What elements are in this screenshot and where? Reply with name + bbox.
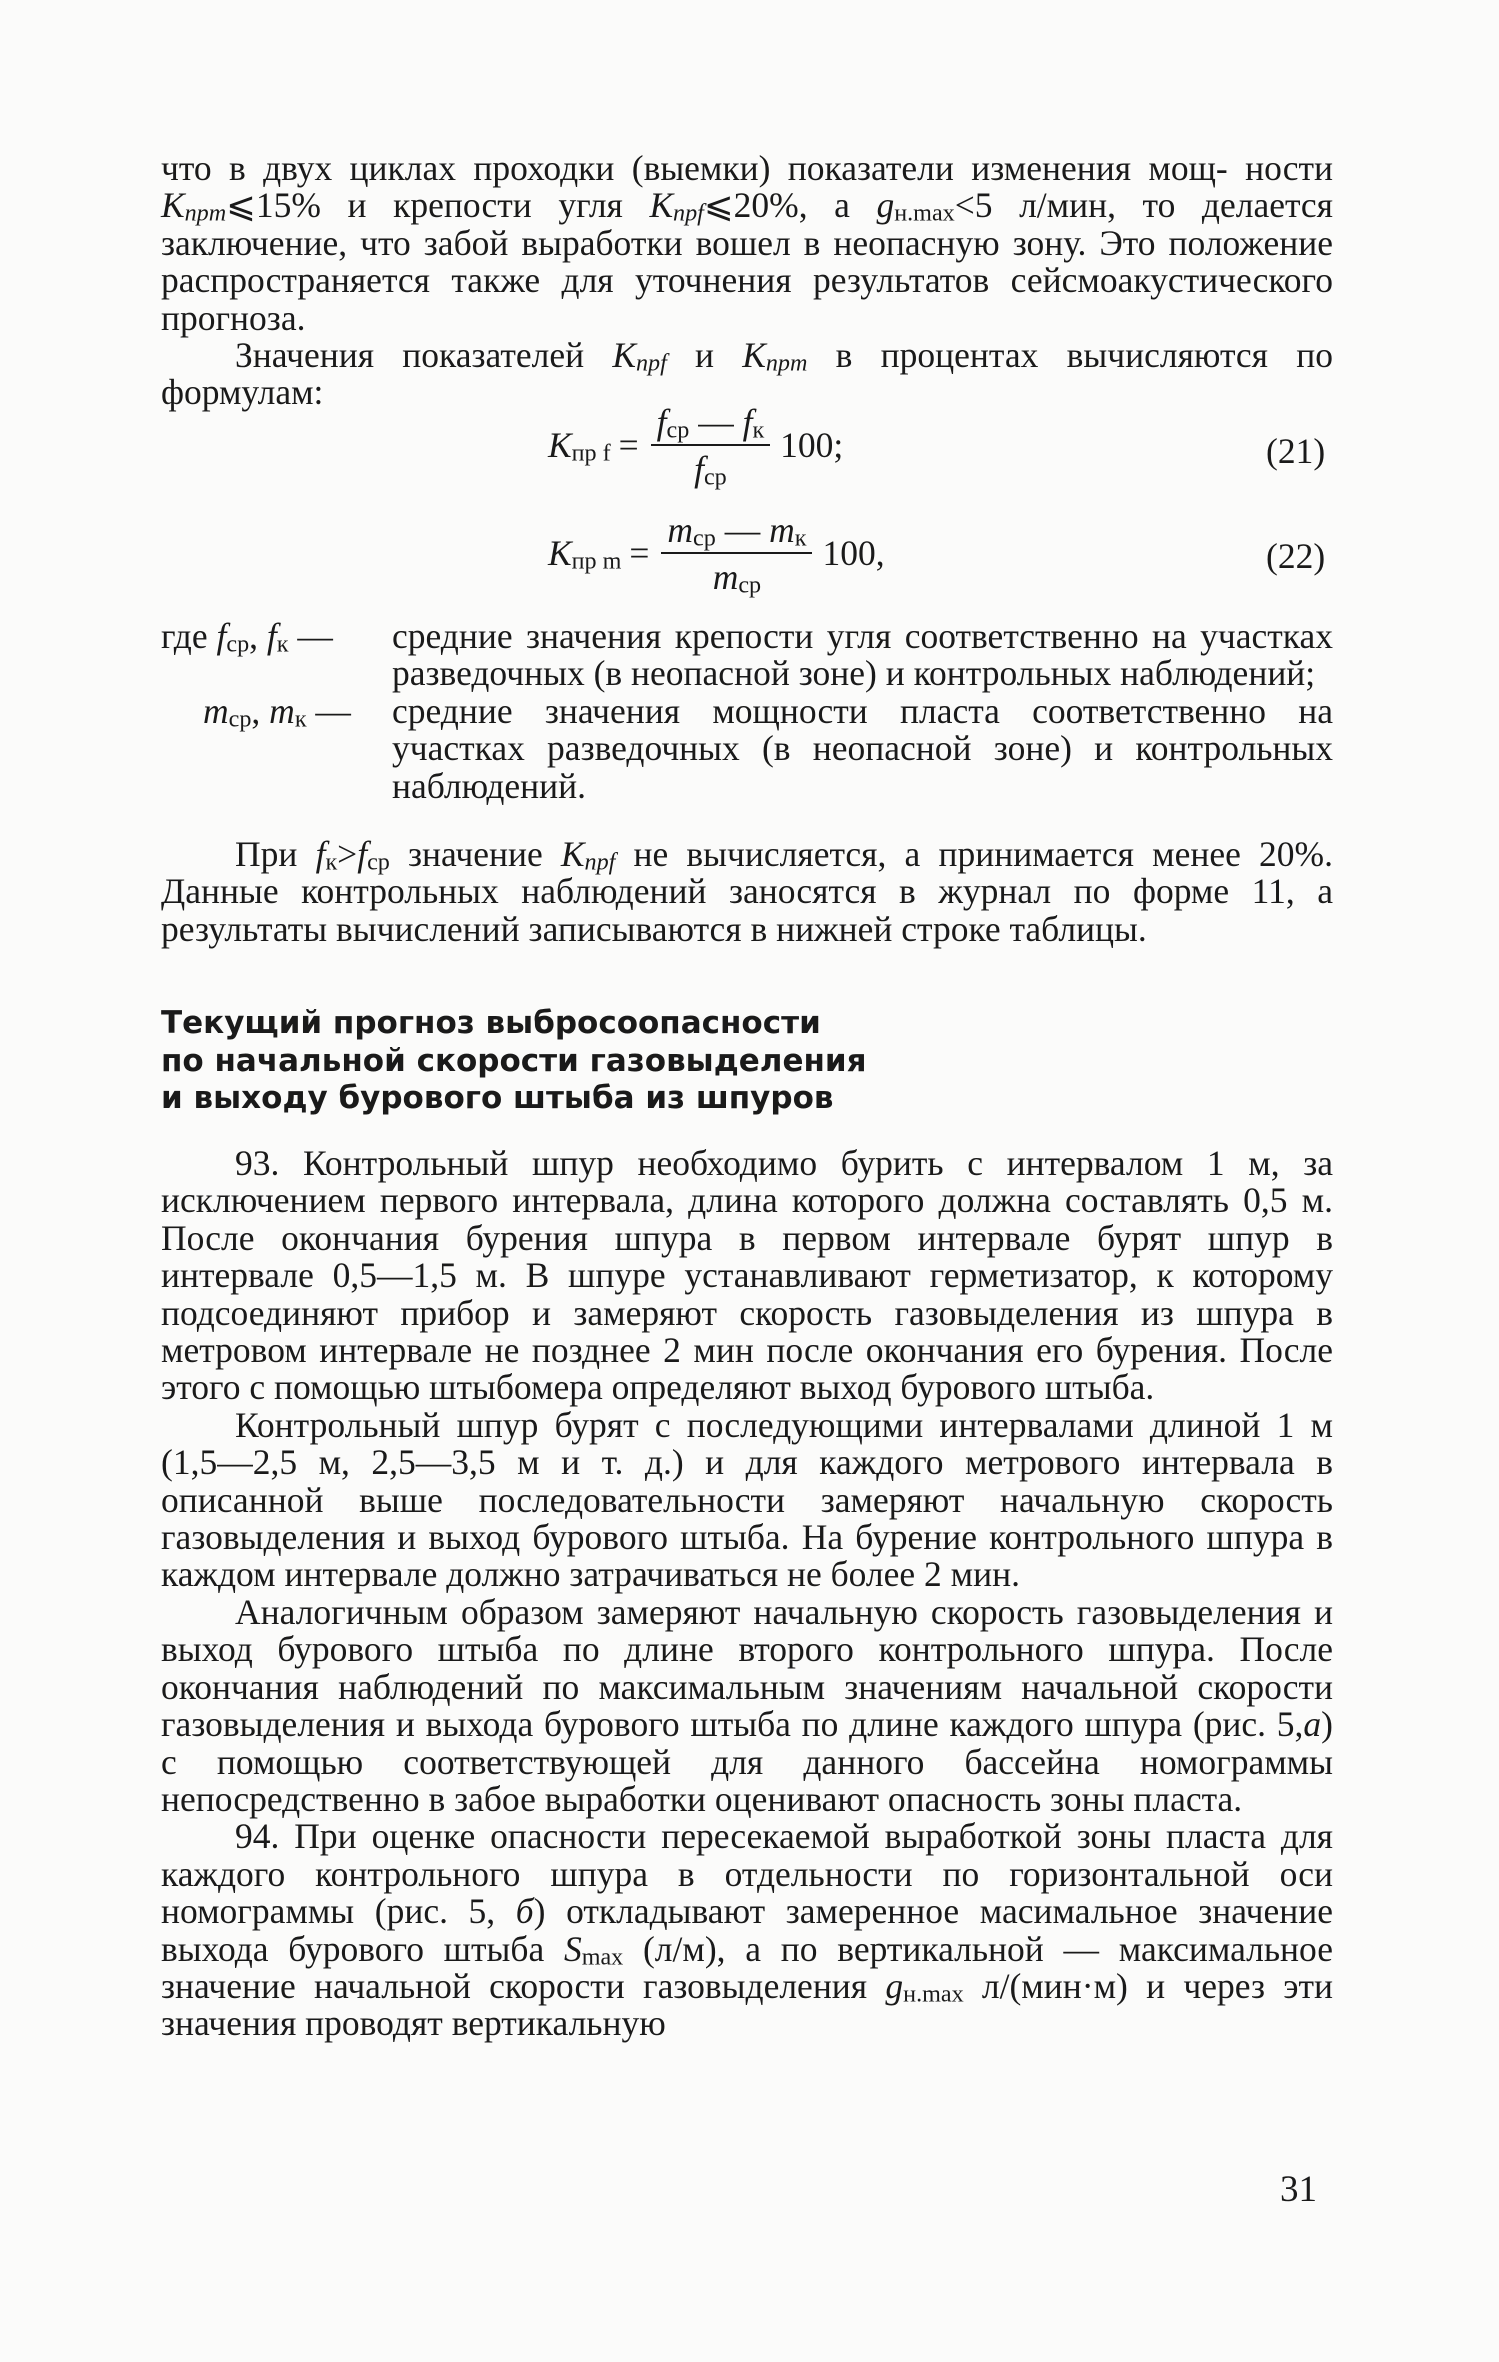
paragraph-94: 94. При оценке опасности пересекаемой выработкой зоны пласта для каждого контрольного шпура в отдельности по горизонтальной оси номограммы (рис. 5, б) откладывают замеренное масимальное значение выхода бурового штыба $S_{max}$ (л/м), а по вертикальной — максимальное значение начальной скорости газовыделения $g_{н.max}$ л/(мин·м) и через эти значения проводят вертикальную	[161, 1816, 1333, 2044]
variable-definitions	[161, 618, 1333, 805]
paragraph-c: Аналогичным образом замеряют начальную скорость газовыделения и выход бурового штыба по длине второго контрольного шпура. После окончания наблюдений по максимальным значениям начальной скорости газовыделения и выхода бурового штыба по длине каждого шпура (рис. 5,а) с помощью соответствующей для данного бассейна номограммы непосредственно в забое выработки оценивают опасность зоны пласта.	[161, 1591, 1333, 1819]
section-heading: Текущий прогноз выбросоопасности по начальной скорости газовыделения и выходу бурового штыба из шпуров	[161, 1005, 867, 1116]
equation-number-21: (21)	[1266, 431, 1326, 471]
paragraph-b: Контрольный шпур бурят с последующими интервалами длиной 1 м (1,5—2,5 м, 2,5—3,5 м и т. д.) и для каждого метрового интервала в описанной выше последовательности замеряют начальную скорость газовыделения и выход бурового штыба. На бурение контрольного шпура в каждом интервале должно затрачиваться не более 2 мин.	[161, 1404, 1333, 1595]
fraction-22: $\frac{m_{ср} — m_к}{m_{ср}}$	[661, 513, 812, 595]
intro-line1: что в двух циклах проходки (выемки) показатели изменения мощ-	[161, 148, 1228, 188]
main-text	[161, 1145, 1333, 2043]
formula-22: $К_{пр m}$ = $\frac{m_{ср} — m_к}{m_{ср}}$ 100,	[548, 510, 885, 599]
intro-paragraph: что в двух циклах проходки (выемки) показатели изменения мощ- ности $К_{прm}⩽15\%$ и крепости угля $К_{прf}⩽20\%$, а $g_{н.max}<5$ л/мин, то делается заключение, что забой выработки вошел в неопасную зону. Это положение распространяется также для уточнения результатов сейсмоакустического прогноза. Значения показателей $К_{прf}$ и $К_{прm}$ в процентах вычисляются по формулам:	[161, 148, 1334, 413]
page-number: 31	[1280, 2169, 1317, 2210]
equation-number-22: (22)	[1266, 536, 1326, 576]
definition-f: где $f_{ср}$, $f_к$ — средние значения крепости угля соответственно на участках разведочных (в неопасной зоне) и контрольных наблюдений;	[161, 616, 1333, 694]
note-paragraph: При $f_к>f_{ср}$ значение $К_{прf}$ не вычисляется, а принимается менее 20%. Данные контрольных наблюдений заносятся в журнал по форме 11, а результаты вычислений записываются в нижней строке таблицы.	[161, 834, 1333, 949]
formula-21: $К_{пр f}$ = $\frac{f_{ср} — f_к}{f_{ср}}$ 100;	[548, 402, 844, 491]
definition-m: $m_{ср}$, $m_к$ — средние значения мощности пласта соответственно на участках разведочных (в неопасной зоне) и контрольных наблюдений.	[203, 690, 1333, 806]
fraction-21: $\frac{f_{ср} — f_к}{f_{ср}}$	[651, 405, 771, 487]
paragraph-93: 93. Контрольный шпур необходимо бурить с интервалом 1 м, за исключением первого интервала, длина которого должна составлять 0,5 м. После окончания бурения шпура в первом интервале бурят шпур в интервале 0,5—1,5 м. В шпуре устанавливают герметизатор, к которому подсоединяют прибор и замеряют скорость газовыделения из шпура в метровом интервале не позднее 2 мин после окончания его бурения. После этого с помощью штыбомера определяют выход бурового штыба.	[161, 1143, 1333, 1408]
formulas-intro: Значения показателей $К_{прf}$ и $К_{прm}$ в процентах вычисляются по формулам:	[161, 335, 1333, 413]
